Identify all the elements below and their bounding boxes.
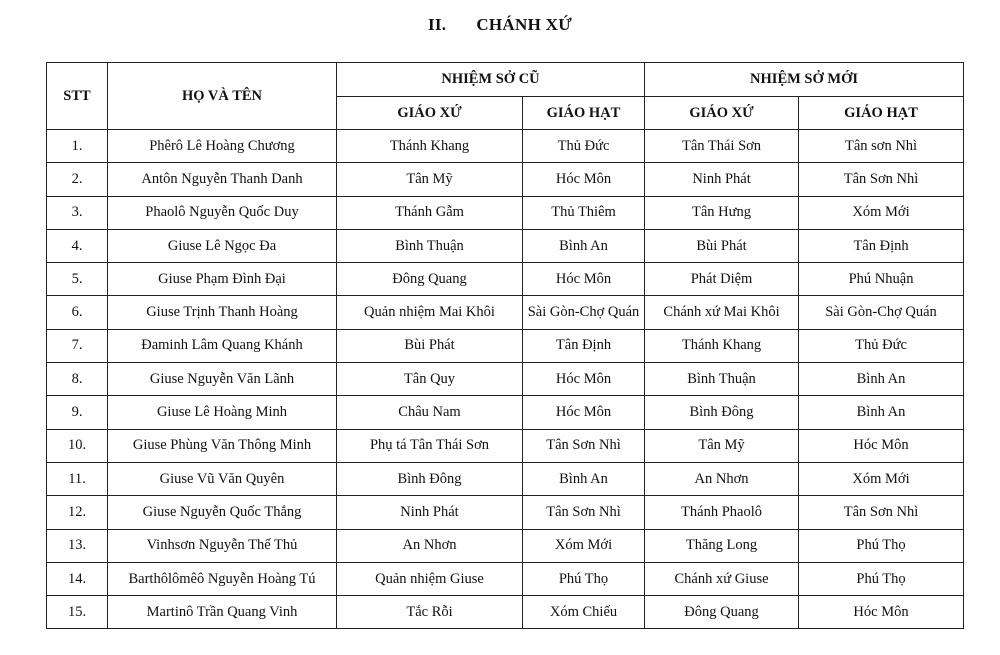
cell-old-deanery: Bình An — [523, 229, 645, 262]
section-title: CHÁNH XỨ — [476, 15, 573, 34]
cell-old-parish: Đông Quang — [337, 263, 523, 296]
cell-stt: 4. — [47, 229, 108, 262]
cell-old-parish: Bình Đông — [337, 462, 523, 495]
cell-new-deanery: Xóm Mới — [799, 462, 964, 495]
cell-stt: 5. — [47, 263, 108, 296]
cell-stt: 3. — [47, 196, 108, 229]
cell-old-deanery: Xóm Chiếu — [523, 596, 645, 629]
cell-stt: 15. — [47, 596, 108, 629]
cell-old-parish: Thánh Khang — [337, 130, 523, 163]
cell-old-parish: Bùi Phát — [337, 329, 523, 362]
cell-old-deanery: Thủ Thiêm — [523, 196, 645, 229]
section-number: II. — [427, 15, 447, 34]
table-row — [47, 462, 964, 495]
cell-name: Đaminh Lâm Quang Khánh — [108, 329, 337, 362]
cell-new-parish: Bình Thuận — [645, 363, 799, 396]
table-row — [47, 596, 964, 629]
cell-name: Giuse Nguyễn Quốc Thắng — [108, 496, 337, 529]
cell-stt: 14. — [47, 562, 108, 595]
cell-new-deanery: Phú Nhuận — [799, 263, 964, 296]
header-old-deanery: GIÁO HẠT — [523, 97, 645, 130]
cell-name: Phaolô Nguyễn Quốc Duy — [108, 196, 337, 229]
cell-old-parish: Quản nhiệm Mai Khôi — [337, 296, 523, 329]
cell-stt: 10. — [47, 429, 108, 462]
cell-new-deanery: Phú Thọ — [799, 562, 964, 595]
cell-stt: 9. — [47, 396, 108, 429]
table-row — [47, 163, 964, 196]
table-row — [47, 496, 964, 529]
cell-old-parish: Ninh Phát — [337, 496, 523, 529]
cell-old-deanery: Hóc Môn — [523, 263, 645, 296]
cell-stt: 11. — [47, 462, 108, 495]
cell-new-parish: Tân Thái Sơn — [645, 130, 799, 163]
header-new-assignment: NHIỆM SỞ MỚI — [645, 63, 964, 97]
cell-new-deanery: Thủ Đức — [799, 329, 964, 362]
cell-stt: 13. — [47, 529, 108, 562]
table-row — [47, 130, 964, 163]
cell-stt: 7. — [47, 329, 108, 362]
cell-new-parish: Thánh Phaolô — [645, 496, 799, 529]
cell-old-parish: Phụ tá Tân Thái Sơn — [337, 429, 523, 462]
cell-new-parish: Chánh xứ Giuse — [645, 562, 799, 595]
cell-new-deanery: Phú Thọ — [799, 529, 964, 562]
cell-name: Giuse Phạm Đình Đại — [108, 263, 337, 296]
cell-new-parish: Ninh Phát — [645, 163, 799, 196]
cell-old-deanery: Xóm Mới — [523, 529, 645, 562]
cell-new-deanery: Hóc Môn — [799, 596, 964, 629]
cell-stt: 8. — [47, 363, 108, 396]
cell-name: Phêrô Lê Hoàng Chương — [108, 130, 337, 163]
cell-name: Antôn Nguyễn Thanh Danh — [108, 163, 337, 196]
header-stt: STT — [47, 63, 108, 130]
cell-new-parish: Tân Hưng — [645, 196, 799, 229]
cell-new-deanery: Tân Sơn Nhì — [799, 496, 964, 529]
cell-new-deanery: Sài Gòn-Chợ Quán — [799, 296, 964, 329]
header-row-top — [47, 63, 964, 97]
cell-name: Giuse Trịnh Thanh Hoàng — [108, 296, 337, 329]
cell-name: Barthôlômêô Nguyễn Hoàng Tú — [108, 562, 337, 595]
cell-old-parish: Tân Quy — [337, 363, 523, 396]
cell-new-deanery: Bình An — [799, 363, 964, 396]
cell-old-deanery: Tân Sơn Nhì — [523, 496, 645, 529]
cell-old-parish: An Nhơn — [337, 529, 523, 562]
table-row — [47, 396, 964, 429]
cell-old-parish: Bình Thuận — [337, 229, 523, 262]
table-row — [47, 429, 964, 462]
table-row — [47, 296, 964, 329]
header-old-parish: GIÁO XỨ — [337, 97, 523, 130]
cell-new-parish: Bùi Phát — [645, 229, 799, 262]
table-body — [47, 130, 964, 629]
cell-stt: 12. — [47, 496, 108, 529]
cell-name: Giuse Lê Ngọc Đa — [108, 229, 337, 262]
table-row — [47, 363, 964, 396]
cell-new-parish: Tân Mỹ — [645, 429, 799, 462]
header-new-parish: GIÁO XỨ — [645, 97, 799, 130]
table-row — [47, 229, 964, 262]
table-row — [47, 562, 964, 595]
cell-new-deanery: Tân Định — [799, 229, 964, 262]
cell-new-deanery: Bình An — [799, 396, 964, 429]
cell-new-parish: Thăng Long — [645, 529, 799, 562]
cell-old-parish: Châu Nam — [337, 396, 523, 429]
cell-new-parish: Đông Quang — [645, 596, 799, 629]
cell-old-deanery: Tân Định — [523, 329, 645, 362]
cell-new-parish: An Nhơn — [645, 462, 799, 495]
cell-stt: 6. — [47, 296, 108, 329]
table-row — [47, 529, 964, 562]
cell-name: Giuse Vũ Văn Quyên — [108, 462, 337, 495]
cell-old-parish: Quản nhiệm Giuse — [337, 562, 523, 595]
cell-name: Martinô Trần Quang Vinh — [108, 596, 337, 629]
cell-old-deanery: Sài Gòn-Chợ Quán — [523, 296, 645, 329]
header-old-assignment: NHIỆM SỞ CŨ — [337, 63, 645, 97]
cell-new-parish: Thánh Khang — [645, 329, 799, 362]
cell-stt: 2. — [47, 163, 108, 196]
cell-stt: 1. — [47, 130, 108, 163]
cell-new-parish: Chánh xứ Mai Khôi — [645, 296, 799, 329]
assignment-table — [46, 62, 964, 629]
cell-name: Giuse Lê Hoàng Minh — [108, 396, 337, 429]
cell-old-deanery: Hóc Môn — [523, 163, 645, 196]
cell-old-deanery: Hóc Môn — [523, 396, 645, 429]
cell-old-deanery: Bình An — [523, 462, 645, 495]
cell-name: Giuse Phùng Văn Thông Minh — [108, 429, 337, 462]
cell-old-parish: Tân Mỹ — [337, 163, 523, 196]
cell-new-deanery: Tân sơn Nhì — [799, 130, 964, 163]
table-row — [47, 329, 964, 362]
cell-old-deanery: Tân Sơn Nhì — [523, 429, 645, 462]
cell-old-deanery: Phú Thọ — [523, 562, 645, 595]
table-row — [47, 196, 964, 229]
cell-old-deanery: Hóc Môn — [523, 363, 645, 396]
section-heading — [0, 15, 1000, 35]
cell-new-deanery: Hóc Môn — [799, 429, 964, 462]
cell-old-parish: Tắc Rỗi — [337, 596, 523, 629]
cell-new-deanery: Tân Sơn Nhì — [799, 163, 964, 196]
cell-old-parish: Thánh Gẫm — [337, 196, 523, 229]
header-name: HỌ VÀ TÊN — [108, 63, 337, 130]
cell-name: Vinhsơn Nguyễn Thế Thủ — [108, 529, 337, 562]
cell-old-deanery: Thủ Đức — [523, 130, 645, 163]
header-new-deanery: GIÁO HẠT — [799, 97, 964, 130]
cell-new-deanery: Xóm Mới — [799, 196, 964, 229]
cell-new-parish: Phát Diệm — [645, 263, 799, 296]
cell-new-parish: Bình Đông — [645, 396, 799, 429]
cell-name: Giuse Nguyễn Văn Lãnh — [108, 363, 337, 396]
table-row — [47, 263, 964, 296]
